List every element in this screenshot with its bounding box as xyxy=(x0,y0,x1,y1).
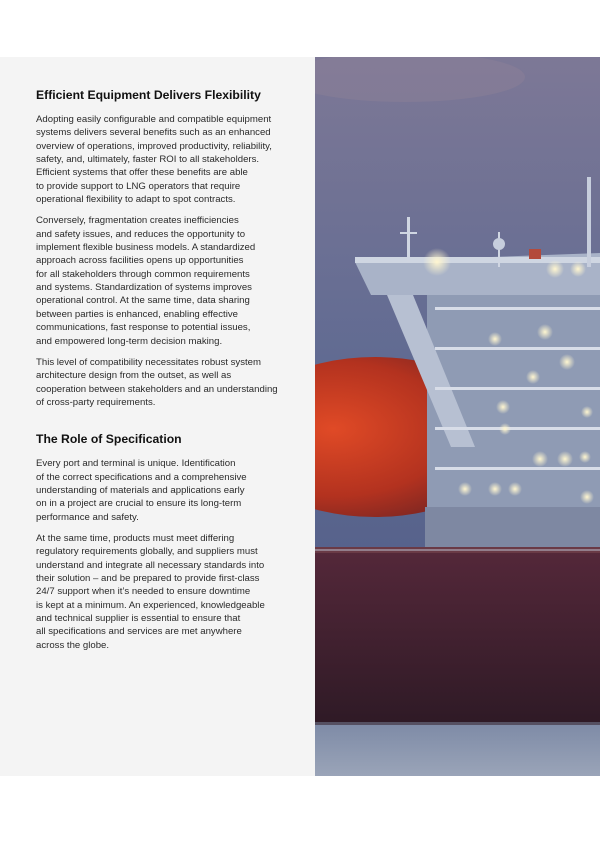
paragraph: Conversely, fragmentation creates inefficiencies and safety issues, and reduces the opportunity to implement flexible business models. A standardized approach across facilities opens up opportunities for all stakeholders through common requirements and systems. Standardization of systems improves operational control. At the same time, data sharing between parties is enhanced, enabling effective communications, fast response to potential issues, and empowered long-term decision making. xyxy=(36,215,256,347)
paragraph: This level of compatibility necessitates robust system architecture design from the outset, as well as cooperation between stakeholders and an understanding of cross-party requirements. xyxy=(36,356,278,408)
paragraph: At the same time, products must meet differing regulatory requirements globally, and suppliers must understand and integrate all necessary standards into their solution – and be prepared to provide first-class 24/7 support when it’s needed to ensure downtime is kept at a minimum. An experienced, knowledgeable and technical supplier is essential to ensure that all specifications and services are met anywhere across the globe. xyxy=(36,532,265,651)
paragraph: Every port and terminal is unique. Identification of the correct specifications and a comprehensive understanding of materials and applications early on in a project are crucial to ensure its long-term performance and safety. xyxy=(36,458,247,523)
paragraph: Adopting easily configurable and compatible equipment systems delivers several benefits such as an enhanced overview of operations, improved productivity, reliability, safety, and, ultimately, faster ROI to all stakeholders. Efficient systems that offer these benefits are able to provide support to LNG operators that require operational flexibility to adapt to spot contracts. xyxy=(36,114,272,206)
article-column xyxy=(36,87,292,660)
lng-carrier-photo xyxy=(315,57,600,776)
section-heading-efficient-equipment: Efficient Equipment Delivers Flexibility xyxy=(36,88,261,102)
section-heading-role-of-specification: The Role of Specification xyxy=(36,432,182,447)
